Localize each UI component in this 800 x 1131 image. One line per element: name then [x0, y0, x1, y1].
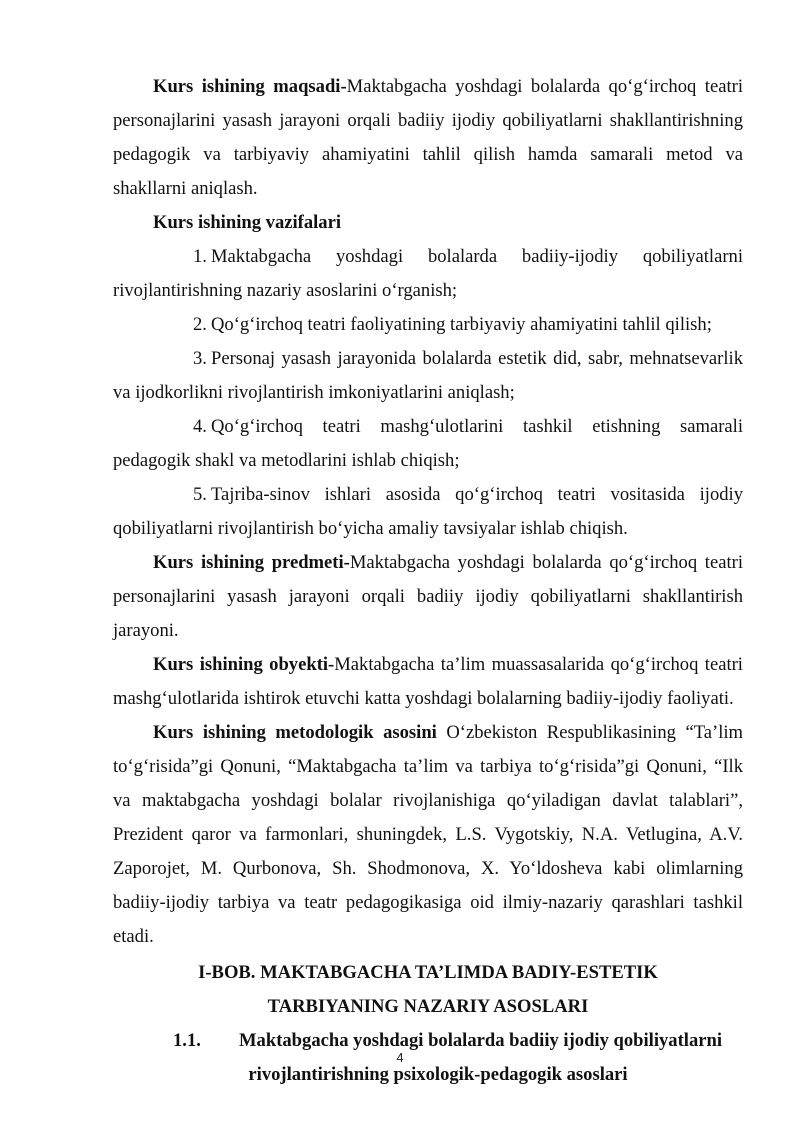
section-title-line-2: rivojlantirishning psixologik-pedagogik asoslari: [248, 1064, 628, 1085]
page-content: [113, 70, 743, 1092]
object-paragraph: [113, 648, 743, 716]
purpose-label: Kurs ishining maqsadi-: [153, 76, 347, 97]
purpose-paragraph: [113, 70, 743, 206]
methodology-label: Kurs ishining metodologik asosini: [153, 722, 437, 743]
section-number: 1.1.: [173, 1030, 201, 1051]
task-number: 3.: [193, 348, 207, 369]
subject-paragraph: [113, 546, 743, 648]
task-text: Tajriba-sinov ishlari asosida qo‘g‘irchoq teatri vositasida ijodiy qobiliyatlarni rivojlantirish bo‘yicha amaliy tavsiyalar ishlab chiqish.: [113, 484, 743, 539]
task-item-3: [113, 342, 743, 410]
task-number: 4.: [193, 416, 207, 437]
task-item-2: [113, 308, 743, 342]
subject-text: Maktabgacha yoshdagi bolalarda qo‘g‘irchoq teatri personajlarini yasash jarayoni orqali badiiy ijodiy qobiliyatlarni shakllantirish jarayoni.: [113, 552, 743, 641]
task-text: Maktabgacha yoshdagi bolalarda badiiy-ijodiy qobiliyatlarni rivojlantirishning nazariy asoslarini o‘rganish;: [113, 246, 743, 301]
task-text: Qo‘g‘irchoq teatri faoliyatining tarbiyaviy ahamiyatini tahlil qilish;: [211, 314, 712, 335]
tasks-heading: Kurs ishining vazifalari: [153, 212, 342, 233]
page-number: 4: [396, 1050, 404, 1065]
task-item-5: [113, 478, 743, 546]
object-label: Kurs ishining obyekti-: [153, 654, 335, 675]
task-text: Qo‘g‘irchoq teatri mashg‘ulotlarini tashkil etishning samarali pedagogik shakl va metodlarini ishlab chiqish;: [113, 416, 743, 471]
section-title-text: Maktabgacha yoshdagi bolalarda badiiy ijodiy qobiliyatlarni: [239, 1030, 723, 1051]
methodology-text: O‘zbekiston Respublikasining “Ta’lim to‘g‘risida”gi Qonuni, “Maktabgacha ta’lim va tarbiya to‘g‘risida”gi Qonuni, “Ilk va maktabgacha yoshdagi bolalar rivojlanishiga qo‘yiladigan davlat talablari”, Prezident qaror va farmonlari, shuningdek, L.S. Vygotskiy, N.A. Vetlugina, A.V. Zaporojet, M. Qurbonova, Sh. Shodmonova, X. Yo‘ldosheva kabi olimlarning badiiy-ijodiy tarbiya va teatr pedagogikasiga oid ilmiy-nazariy qarashlari tashkil etadi.: [113, 722, 744, 947]
purpose-text: Maktabgacha yoshdagi bolalarda qo‘g‘irchoq teatri personajlarini yasash jarayoni orqali badiiy ijodiy qobiliyatlarni shakllantirishning pedagogik va tarbiyaviy ahamiyatini tahlil qilish hamda samarali metod va shakllarni aniqlash.: [113, 76, 743, 199]
methodology-paragraph: [113, 716, 743, 954]
chapter-title-line-1: I-BOB. MAKTABGACHA TA’LIMDA BADIY-ESTETIK: [198, 962, 658, 983]
task-number: 2.: [193, 314, 207, 335]
task-item-1: [113, 240, 743, 308]
task-number: 1.: [193, 246, 207, 267]
object-text: Maktabgacha ta’lim muassasalarida qo‘g‘irchoq teatri mashg‘ulotlarida ishtirok etuvchi katta yoshdagi bolalarning badiiy-ijodiy faoliyati.: [113, 654, 743, 709]
task-text: Personaj yasash jarayonida bolalarda estetik did, sabr, mehnatsevarlik va ijodkorlikni rivojlantirish imkoniyatlarini aniqlash;: [113, 348, 743, 403]
chapter-title-line-2: TARBIYANING NAZARIY ASOSLARI: [267, 996, 589, 1017]
task-number: 5.: [193, 484, 207, 505]
subject-label: Kurs ishining predmeti-: [153, 552, 350, 573]
task-item-4: [113, 410, 743, 478]
